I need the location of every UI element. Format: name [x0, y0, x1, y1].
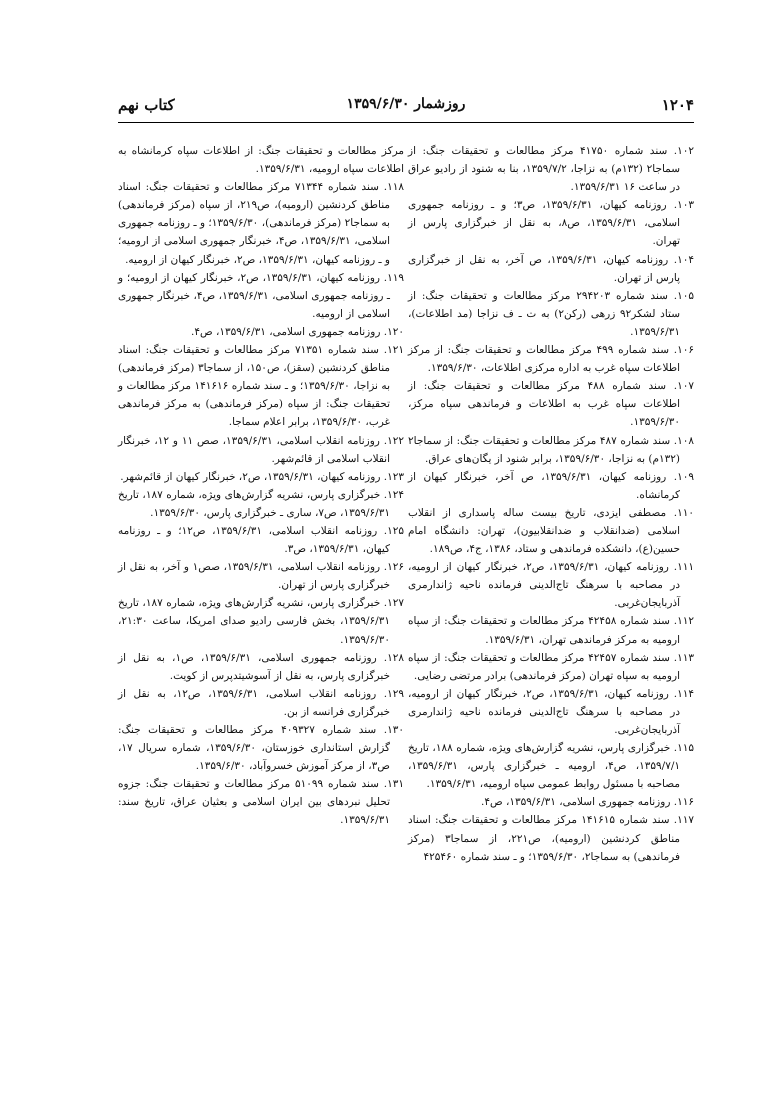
- footnote: ۱۰۲. سند شماره ۴۱۷۵۰ مرکز مطالعات و تحقیقات جنگ: از سماجا۲ (۱۳۲م) به نزاجا، ۱۳۵۹/۷/۲، بنا به شنود از رادیو عراق در ساعت ۱۶ ۱۳۵۹/۶/۳۱.: [408, 145, 695, 194]
- footnote: ۱۱۴. روزنامه کیهان، ۱۳۵۹/۶/۳۱، ص۲، خبرنگار کیهان از ارومیه، در مصاحبه با سرهنگ تاج‌الدینی فرمانده ناحیه ژاندارمری آذربایجان‌غربی.: [408, 687, 694, 736]
- footnote: ۱۱۲. سند شماره ۴۲۴۵۸ مرکز مطالعات و تحقیقات جنگ: از سپاه ارومیه به مرکز فرماندهی تهران، ۱۳۵۹/۶/۳۱.: [408, 615, 694, 646]
- footnote: ۱۰۷. سند شماره ۴۸۸ مرکز مطالعات و تحقیقات جنگ: از اطلاعات سپاه غرب به اطلاعات و فرماندهی سپاه مرکز، ۱۳۵۹/۶/۳۰.: [408, 380, 695, 429]
- right-column: [408, 142, 694, 866]
- running-title: روزشمار ۱۳۵۹/۶/۳۰: [346, 96, 466, 112]
- footnote: ۱۰۶. سند شماره ۴۹۹ مرکز مطالعات و تحقیقات جنگ: از مرکز اطلاعات سپاه غرب به اداره مرکزی اطلاعات، ۱۳۵۹/۶/۳۰.: [408, 344, 694, 375]
- left-column: [118, 142, 404, 830]
- footnote: ۱۲۳. روزنامه کیهان، ۱۳۵۹/۶/۳۱، ص۲، خبرنگار کیهان از قائم‌شهر.: [120, 470, 404, 483]
- footnote: ۱۱۹. روزنامه کیهان، ۱۳۵۹/۶/۳۱، ص۲، خبرنگار کیهان از ارومیه؛ و ـ روزنامه جمهوری اسلامی، ۱۳۵۹/۶/۳۱، ص۴، خبرنگار جمهوری اسلامی از ارومیه.: [118, 271, 404, 320]
- header-rule: [118, 122, 694, 123]
- footnote: ۱۲۸. روزنامه جمهوری اسلامی، ۱۳۵۹/۶/۳۱، ص۱، به نقل از خبرگزاری پارس، به نقل از آسوشیتدپرس از کویت.: [118, 651, 405, 682]
- footnote: ۱۲۰. روزنامه جمهوری اسلامی، ۱۳۵۹/۶/۳۱، ص۴.: [190, 325, 404, 338]
- page-number: ۱۲۰۴: [661, 96, 694, 114]
- footnote: ۱۳۱. سند شماره ۵۱۰۹۹ مرکز مطالعات و تحقیقات جنگ: جزوه تحلیل نبردهای بین ایران اسلامی و بعثیان عراق، تاریخ سند: ۱۳۵۹/۶/۳۱.: [118, 778, 405, 827]
- footnote: ۱۱۷. سند شماره ۱۴۱۶۱۵ مرکز مطالعات و تحقیقات جنگ: اسناد مناطق کردنشین (ارومیه)، ص۲۲۱، از سماجا۳ (مرکز فرماندهی) به سماجا۲، ۱۳۵۹/۶/۳۰؛ و ـ سند شماره ۴۲۵۴۶۰: [408, 814, 694, 863]
- footnote: ۱۲۶. روزنامه انقلاب اسلامی، ۱۳۵۹/۶/۳۱، صص۱ و آخر، به نقل از خبرگزاری پارس از تهران.: [118, 561, 405, 592]
- footnote-continuation: مرکز مطالعات و تحقیقات جنگ: از اطلاعات سپاه کرمانشاه به اطلاعات سپاه ارومیه، ۱۳۵۹/۶/۳۱.: [118, 145, 404, 176]
- footnote: ۱۳۰. سند شماره ۴۰۹۳۲۷ مرکز مطالعات و تحقیقات جنگ: گزارش استانداری خوزستان، ۱۳۵۹/۶/۳۰، شماره سریال ۱۷، ص۳، از مرکز آموزش خسروآباد، ۱۳۵۹/۶/۳۰.: [118, 724, 404, 773]
- book-title: کتاب نهم: [118, 96, 175, 114]
- footnote: ۱۱۱. روزنامه کیهان، ۱۳۵۹/۶/۳۱، ص۲، خبرنگار کیهان از ارومیه، در مصاحبه با سرهنگ تاج‌الدینی فرمانده ناحیه ژاندارمری آذربایجان‌غربی.: [408, 561, 694, 610]
- footnote: ۱۲۷. خبرگزاری پارس، نشریه گزارش‌های ویژه، شماره ۱۸۷، تاریخ ۱۳۵۹/۶/۳۱، بخش فارسی رادیو صدای امریکا، ساعت ۲۱:۳۰، ۱۳۵۹/۶/۳۰.: [118, 597, 404, 646]
- footnote: ۱۰۹. روزنامه کیهان، ۱۳۵۹/۶/۳۱، ص آخر، خبرنگار کیهان از کرمانشاه.: [408, 470, 694, 501]
- footnote: ۱۱۸. سند شماره ۷۱۳۴۴ مرکز مطالعات و تحقیقات جنگ: اسناد مناطق کردنشین (ارومیه)، ص۲۱۹، از سپاه (مرکز فرماندهی) به سماجا۲ (مرکز فرماندهی)، ۱۳۵۹/۶/۳۰؛ و ـ روزنامه جمهوری اسلامی، ۱۳۵۹/۶/۳۱، ص۴، خبرنگار جمهوری اسلامی از ارومیه؛ و ـ روزنامه کیهان، ۱۳۵۹/۶/۳۱، ص۲، خبرنگار کیهان از ارومیه.: [118, 181, 404, 266]
- footnote: ۱۰۳. روزنامه کیهان، ۱۳۵۹/۶/۳۱، ص۳؛ و ـ روزنامه جمهوری اسلامی، ۱۳۵۹/۶/۳۱، ص۸، به نقل از خبرگزاری پارس از تهران.: [408, 199, 695, 248]
- footnote: ۱۲۹. روزنامه انقلاب اسلامی، ۱۳۵۹/۶/۳۱، ص۱۲، به نقل از خبرگزاری فرانسه از بن.: [118, 687, 404, 718]
- footnote: ۱۲۱. سند شماره ۷۱۳۵۱ مرکز مطالعات و تحقیقات جنگ: اسناد مناطق کردنشین (سقز)، ص۱۵۰، از سماجا۳ (مرکز فرماندهی) به نزاجا، ۱۳۵۹/۶/۳۰؛ و ـ سند شماره ۱۴۱۶۱۶ مرکز مطالعات و تحقیقات جنگ: از سپاه (مرکز فرماندهی) به مرکز فرماندهی غرب، ۱۳۵۹/۶/۳۰، برابر اعلام سماجا.: [118, 344, 404, 429]
- footnote: ۱۲۵. روزنامه انقلاب اسلامی، ۱۳۵۹/۶/۳۱، ص۱۲؛ و ـ روزنامه کیهان، ۱۳۵۹/۶/۳۱، ص۳.: [118, 524, 405, 556]
- footnote: ۱۰۴. روزنامه کیهان، ۱۳۵۹/۶/۳۱، ص آخر، به نقل از خبرگزاری پارس از تهران.: [408, 253, 694, 284]
- footnote: ۱۰۵. سند شماره ۲۹۴۲۰۳ مرکز مطالعات و تحقیقات جنگ: از ستاد لشکر۹۲ زرهی (رکن۲) به ت ـ ف نزاجا (مد اطلاعات)، ۱۳۵۹/۶/۳۱.: [408, 289, 695, 338]
- footnote: ۱۱۵. خبرگزاری پارس، نشریه گزارش‌های ویژه، شماره ۱۸۸، تاریخ ۱۳۵۹/۷/۱، ص۴، ارومیه ـ خبرگزاری پارس، ۱۳۵۹/۶/۳۱، مصاحبه با مسئول روابط عمومی سپاه ارومیه، ۱۳۵۹/۶/۳۱.: [408, 742, 694, 791]
- footnote: ۱۱۶. روزنامه جمهوری اسلامی، ۱۳۵۹/۶/۳۱، ص۴.: [480, 796, 694, 809]
- footnote: ۱۱۰. مصطفی ایزدی، تاریخ بیست ساله پاسداری از انقلاب اسلامی (ضدانقلاب و ضدانقلابیون)، تهران: دانشگاه امام حسین(ع)، دانشکده فرماندهی و ستاد، ۱۳۸۶، ج۴، ص۱۸۹.: [408, 506, 694, 556]
- footnote: ۱۱۳. سند شماره ۴۲۴۵۷ مرکز مطالعات و تحقیقات جنگ: از سپاه ارومیه به سپاه تهران (مرکز فرماندهی) برادر مرتضی رضایی.: [408, 651, 694, 682]
- footnote: ۱۰۸. سند شماره ۴۸۷ مرکز مطالعات و تحقیقات جنگ: از سماجا۲ (۱۳۲م) به نزاجا، ۱۳۵۹/۶/۳۰، برابر شنود از یگان‌های عراق.: [408, 434, 694, 465]
- footnote: ۱۲۲. روزنامه انقلاب اسلامی، ۱۳۵۹/۶/۳۱، صص ۱۱ و ۱۲، خبرنگار انقلاب اسلامی از قائم‌شهر.: [118, 434, 405, 465]
- page-header: [118, 96, 694, 118]
- footnote: ۱۲۴. خبرگزاری پارس، نشریه گزارش‌های ویژه، شماره ۱۸۷، تاریخ ۱۳۵۹/۶/۳۱، ص۷، ساری ـ خبرگزاری پارس، ۱۳۵۹/۶/۳۰.: [118, 488, 404, 519]
